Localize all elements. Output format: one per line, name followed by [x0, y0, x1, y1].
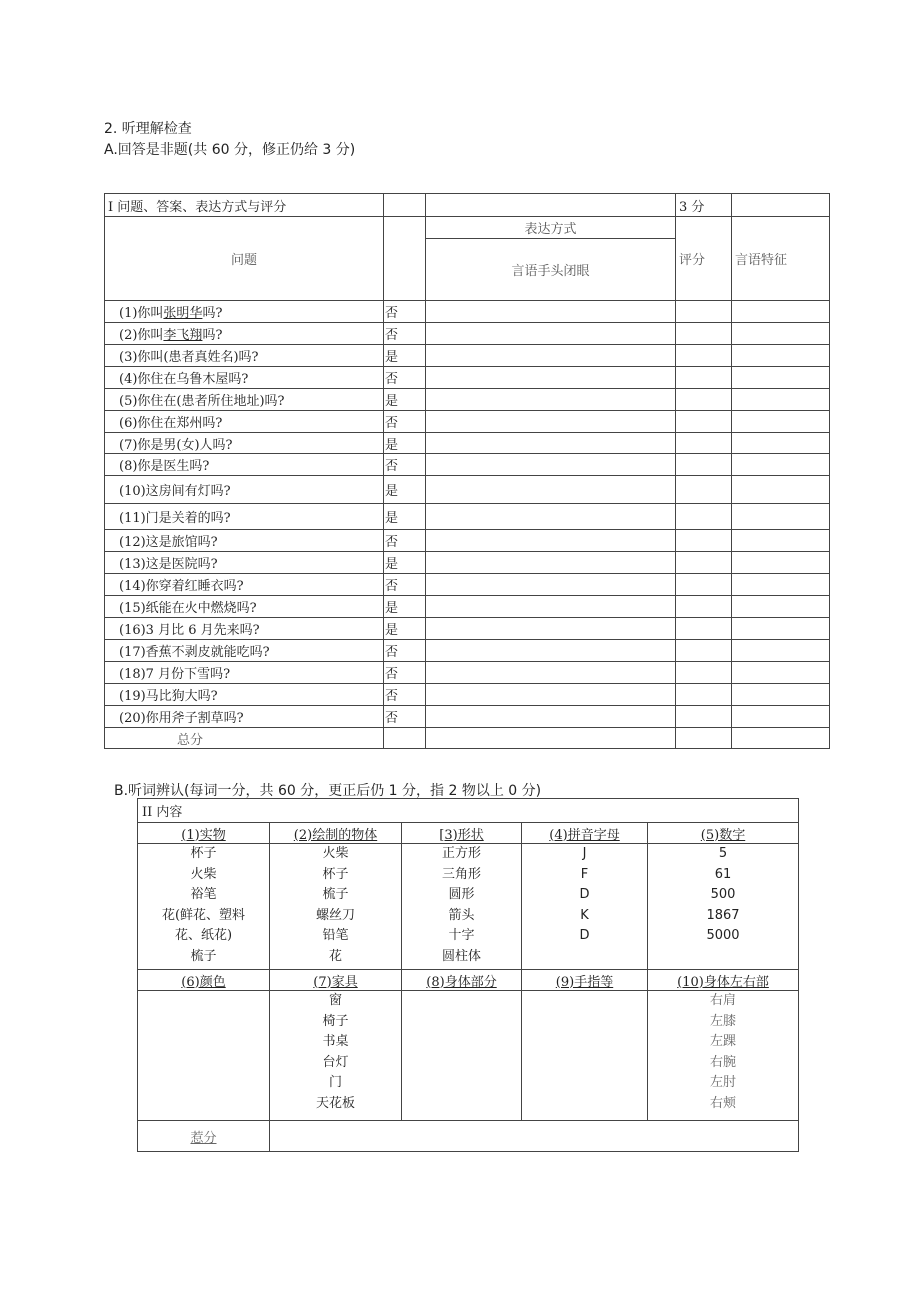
score-cell — [676, 574, 732, 596]
word-item: 杯子 — [190, 846, 217, 861]
feature-cell — [732, 596, 830, 618]
expression-cell — [426, 454, 676, 476]
score-cell — [676, 323, 732, 345]
question-row — [105, 367, 830, 389]
score-cell — [676, 301, 732, 323]
expression-cell — [426, 411, 676, 433]
feature-cell — [732, 433, 830, 454]
real-objects-column — [138, 844, 270, 970]
question-row — [105, 684, 830, 706]
score-cell — [676, 662, 732, 684]
table-a-title: I 问题、答案、表达方式与评分 — [105, 194, 384, 217]
question-text: (19)马比狗大吗? — [105, 684, 384, 706]
question-text: (7)你是男(女)人吗? — [105, 433, 384, 454]
score-cell — [676, 433, 732, 454]
question-row — [105, 411, 830, 433]
score-cell — [676, 476, 732, 504]
question-row — [105, 301, 830, 323]
word-item: 杯子 — [322, 866, 349, 882]
word-item: 圆柱体 — [441, 948, 481, 964]
pinyin-letters-column — [522, 844, 648, 970]
expected-answer: 是 — [384, 552, 426, 574]
question-row — [105, 345, 830, 367]
question-column-header: 问题 — [105, 217, 384, 301]
subsection-a-title: A.回答是非题(共 60 分，修正仍给 3 分) — [104, 142, 356, 158]
word-item: D — [579, 928, 590, 943]
expected-answer: 是 — [384, 618, 426, 640]
question-text: (2)你叫李飞翔吗? — [105, 323, 384, 345]
feature-cell — [732, 411, 830, 433]
category-header: (9)手指等 — [522, 970, 648, 991]
question-text: (16)3 月比 6 月先来吗? — [105, 618, 384, 640]
feature-cell — [732, 504, 830, 530]
category-header: (7)家具 — [270, 970, 402, 991]
question-row — [105, 574, 830, 596]
table-b-total-label: 惹分 — [138, 1121, 270, 1152]
word-item: 门 — [328, 1075, 342, 1090]
speech-feature-column-header: 言语特征 — [732, 217, 830, 301]
expression-cell — [426, 684, 676, 706]
expected-answer: 否 — [384, 574, 426, 596]
expected-answer: 否 — [384, 454, 426, 476]
question-row — [105, 662, 830, 684]
feature-cell — [732, 574, 830, 596]
expression-cell — [426, 618, 676, 640]
question-text: (20)你用斧子割草吗? — [105, 706, 384, 728]
feature-cell — [732, 530, 830, 552]
expected-answer: 否 — [384, 411, 426, 433]
question-text: (13)这是医院吗? — [105, 552, 384, 574]
score-cell — [676, 367, 732, 389]
category-header: (2)绘制的物体 — [270, 823, 402, 844]
drawn-objects-column — [270, 844, 402, 970]
question-text: (1)你叫张明华吗? — [105, 301, 384, 323]
expression-cell — [426, 323, 676, 345]
feature-cell — [732, 323, 830, 345]
question-row — [105, 454, 830, 476]
expression-cell — [426, 706, 676, 728]
body-parts-column — [402, 991, 522, 1121]
score-cell — [676, 684, 732, 706]
subsection-b-title: B.听词辨认(每词一分，共 60 分，更正后仍 1 分，指 2 物以上 0 分) — [114, 783, 542, 799]
score-cell — [676, 411, 732, 433]
word-item: 圆形 — [448, 887, 475, 902]
word-item: K — [580, 907, 589, 923]
expression-cell — [426, 476, 676, 504]
expected-answer: 是 — [384, 596, 426, 618]
feature-cell — [732, 618, 830, 640]
question-row — [105, 552, 830, 574]
word-item: 书桌 — [322, 1034, 349, 1049]
expected-answer: 否 — [384, 530, 426, 552]
question-row — [105, 504, 830, 530]
score-column-header: 评分 — [676, 217, 732, 301]
expected-answer: 否 — [384, 706, 426, 728]
score-cell — [676, 345, 732, 367]
word-item: 螺丝刀 — [315, 907, 355, 923]
feature-cell — [732, 706, 830, 728]
body-left-right-column — [648, 991, 799, 1121]
feature-cell — [732, 640, 830, 662]
word-item: 花 — [328, 948, 342, 964]
question-text: (15)纸能在火中燃烧吗? — [105, 596, 384, 618]
score-cell — [676, 504, 732, 530]
total-score-label: 总分 — [105, 728, 384, 749]
category-header: (5)数字 — [648, 823, 799, 844]
feature-cell — [732, 476, 830, 504]
question-text: (3)你叫(患者真姓名)吗? — [105, 345, 384, 367]
expected-answer: 是 — [384, 476, 426, 504]
expected-answer: 否 — [384, 367, 426, 389]
category-header: (6)颜色 — [138, 970, 270, 991]
expression-cell — [426, 574, 676, 596]
expression-cell — [426, 301, 676, 323]
word-item: 天花板 — [315, 1095, 355, 1111]
score-cell — [676, 530, 732, 552]
category-header: (10)身体左右部 — [648, 970, 799, 991]
question-text: (18)7 月份下雪吗? — [105, 662, 384, 684]
expression-cell — [426, 504, 676, 530]
word-item: 左膝 — [710, 1013, 737, 1029]
word-item: 三角形 — [441, 866, 481, 882]
word-item: 椅子 — [322, 1013, 349, 1029]
table-a-score-header: 3 分 — [676, 194, 732, 217]
question-row — [105, 640, 830, 662]
expected-answer: 是 — [384, 504, 426, 530]
category-header: (8)身体部分 — [402, 970, 522, 991]
question-row — [105, 706, 830, 728]
expression-cell — [426, 433, 676, 454]
expected-answer: 是 — [384, 433, 426, 454]
section-title: 2. 听理解检查 — [104, 121, 192, 137]
expression-column-header: 表达方式 — [426, 217, 676, 239]
question-text: (14)你穿着红睡衣吗? — [105, 574, 384, 596]
expression-cell — [426, 530, 676, 552]
word-item: 1867 — [706, 907, 740, 923]
question-row — [105, 530, 830, 552]
expression-cell — [426, 662, 676, 684]
word-item: D — [579, 887, 590, 902]
expected-answer: 是 — [384, 389, 426, 411]
score-cell — [676, 454, 732, 476]
question-text: (12)这是旅馆吗? — [105, 530, 384, 552]
question-row — [105, 433, 830, 454]
feature-cell — [732, 345, 830, 367]
category-header: (1)实物 — [138, 823, 270, 844]
word-item: 左踝 — [710, 1034, 737, 1049]
word-item: 右肩 — [710, 993, 737, 1008]
score-cell — [676, 552, 732, 574]
expected-answer: 否 — [384, 323, 426, 345]
expression-cell — [426, 552, 676, 574]
word-item: 5000 — [706, 928, 740, 943]
word-item: 花、纸花) — [174, 928, 233, 943]
word-item: 台灯 — [322, 1054, 349, 1070]
word-item: J — [582, 846, 587, 861]
question-text: (6)你住在郑州吗? — [105, 411, 384, 433]
question-row — [105, 323, 830, 345]
yes-no-question-table — [104, 193, 830, 749]
score-cell — [676, 389, 732, 411]
score-cell — [676, 706, 732, 728]
shapes-column — [402, 844, 522, 970]
word-item: 铅笔 — [322, 928, 349, 943]
word-item: 500 — [710, 887, 736, 902]
question-text: (8)你是医生吗? — [105, 454, 384, 476]
feature-cell — [732, 684, 830, 706]
question-row — [105, 618, 830, 640]
question-text: (4)你住在乌鲁木屋吗? — [105, 367, 384, 389]
score-cell — [676, 596, 732, 618]
word-item: 花(鲜花、塑料 — [161, 907, 246, 923]
furniture-column — [270, 991, 402, 1121]
word-item: 梳子 — [190, 948, 217, 964]
expression-subheader: 言语手头闭眼 — [426, 239, 676, 301]
question-row — [105, 389, 830, 411]
word-item: 右腕 — [710, 1054, 737, 1070]
question-text: (5)你住在(患者所住地址)吗? — [105, 389, 384, 411]
score-cell — [676, 618, 732, 640]
word-item: 5 — [718, 846, 728, 861]
word-item: 左肘 — [710, 1075, 737, 1090]
expression-cell — [426, 596, 676, 618]
feature-cell — [732, 662, 830, 684]
expected-answer: 否 — [384, 640, 426, 662]
feature-cell — [732, 389, 830, 411]
question-row — [105, 596, 830, 618]
word-item: 窗 — [328, 993, 342, 1008]
feature-cell — [732, 301, 830, 323]
word-recognition-table — [137, 798, 799, 1152]
word-item: 火柴 — [190, 866, 217, 882]
word-item: 裕笔 — [190, 887, 217, 902]
feature-cell — [732, 454, 830, 476]
score-cell — [676, 640, 732, 662]
word-item: 右颊 — [710, 1095, 737, 1111]
expression-cell — [426, 389, 676, 411]
question-text: (17)香蕉不剥皮就能吃吗? — [105, 640, 384, 662]
expression-cell — [426, 367, 676, 389]
word-item: 梳子 — [322, 887, 349, 902]
word-item: F — [580, 866, 589, 882]
expected-answer: 是 — [384, 345, 426, 367]
expected-answer: 否 — [384, 301, 426, 323]
feature-cell — [732, 367, 830, 389]
expected-answer: 否 — [384, 662, 426, 684]
category-header: (4)拼音字母 — [522, 823, 648, 844]
question-text: (10)这房间有灯吗? — [105, 476, 384, 504]
expression-cell — [426, 640, 676, 662]
question-row — [105, 476, 830, 504]
word-item: 十字 — [448, 928, 475, 943]
word-item: 火柴 — [322, 846, 349, 861]
colors-column — [138, 991, 270, 1121]
feature-cell — [732, 552, 830, 574]
expression-cell — [426, 345, 676, 367]
category-header: [3)形状 — [402, 823, 522, 844]
word-item: 箭头 — [448, 907, 475, 923]
expected-answer: 否 — [384, 684, 426, 706]
fingers-column — [522, 991, 648, 1121]
numbers-column — [648, 844, 799, 970]
word-item: 正方形 — [441, 846, 481, 861]
question-text: (11)门是关着的吗? — [105, 504, 384, 530]
table-b-title: II 内容 — [138, 799, 799, 823]
word-item: 61 — [714, 866, 732, 882]
